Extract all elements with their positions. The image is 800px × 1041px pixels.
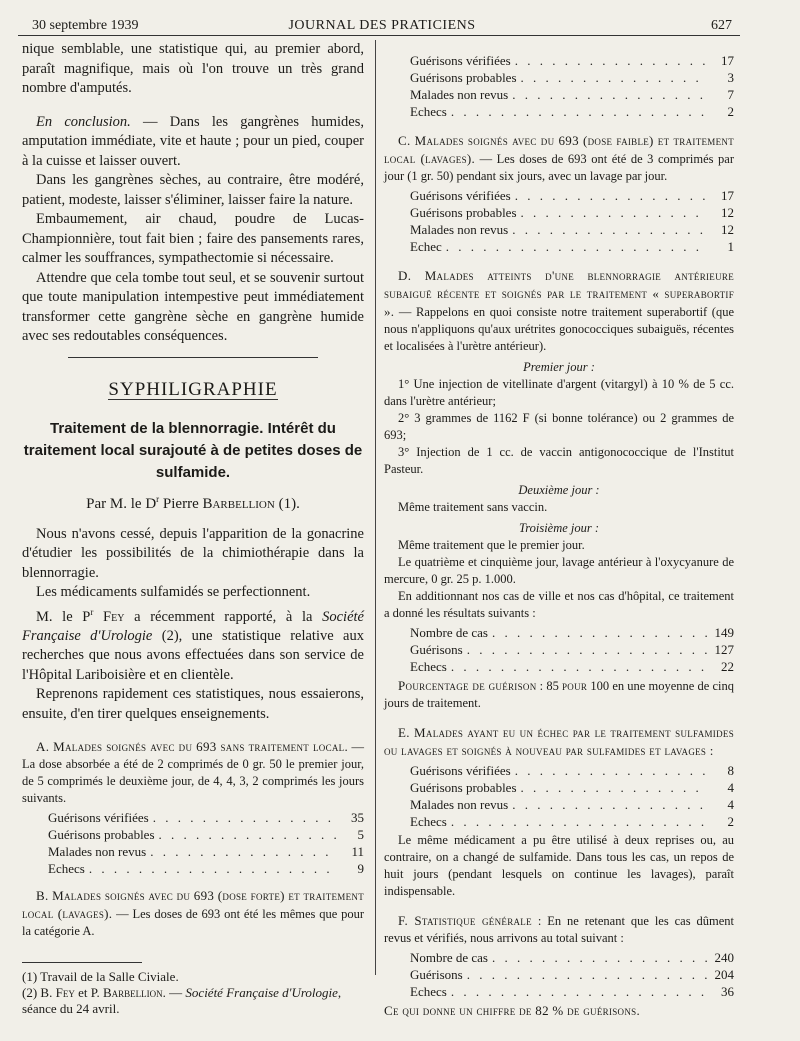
- section-b: [22, 887, 364, 940]
- p8-name: Fey: [93, 608, 125, 625]
- stat-label: Malades non revus: [410, 797, 509, 812]
- section-e-text: Le même médicament a pu être utilisé à deux reprises ou, au contraire, on a changé de sulfamide. Dans tous les cas, un repos de huit jours (pendant lesquels on continue les lavages), paraît indispensable.: [384, 833, 734, 898]
- section-d-text: — Rappelons en quoi consiste notre traitement superabortif (que nous n'appliquons qu'aux urétrites gonococciques subaiguës, récentes et localisées à l'urètre antérieur).: [384, 305, 734, 353]
- paragraph: Les médicaments sulfamidés se perfectionnent.: [36, 584, 311, 600]
- stat-value: 35: [351, 810, 364, 826]
- leader-dots: [446, 238, 708, 255]
- section-e: [384, 724, 734, 760]
- stat-row: [410, 238, 734, 255]
- stat-row: [410, 204, 734, 221]
- stat-value: 1: [727, 239, 734, 254]
- stat-row: [410, 641, 734, 658]
- leader-dots: [512, 221, 708, 238]
- stat-row: [410, 779, 734, 796]
- section-d: [384, 267, 734, 355]
- section-f-text: : En ne retenant que les cas dûment revus et vérifiés, nous arrivons au total suivant :: [384, 914, 734, 945]
- stats-a-table: [48, 809, 364, 877]
- author-name: Barbellion: [202, 496, 275, 512]
- day-1-item: 1° Une injection de vitellinate d'argent (vitargyl) à 10 % de 5 cc. dans l'urètre antérieur;: [384, 377, 734, 408]
- leader-dots: [512, 86, 708, 103]
- stat-label: Guérisons: [410, 642, 463, 657]
- fn2-b: et P.: [74, 985, 103, 1001]
- section-b-text: — Les doses de 693 ont été les mêmes que pour la catégorie A.: [22, 907, 364, 939]
- fn2-society: Société Française d'Urologie: [185, 985, 338, 1001]
- day-3-heading: Troisième jour :: [518, 521, 600, 535]
- paragraph: Reprenons rapidement ces statistiques, nous essaierons, ensuite, d'en tirer quelques enseignements.: [22, 686, 364, 722]
- stat-value: 3: [727, 70, 734, 85]
- stat-value: 204: [714, 967, 734, 982]
- byline-sup: r: [156, 494, 160, 504]
- leader-dots: [515, 187, 708, 204]
- leader-dots: [159, 826, 338, 843]
- leader-dots: [451, 658, 708, 675]
- stat-value: 17: [721, 53, 734, 68]
- stat-row: [410, 813, 734, 830]
- stat-row: [410, 624, 734, 641]
- stat-row: [48, 843, 364, 860]
- section-a-heading: A. Malades soignés avec du 693 sans traitement local.: [36, 739, 349, 755]
- paragraph: nique semblable, une statistique qui, au premier abord, paraît magnifique, mais où l'on trouve un très grand nombre d'amputés.: [22, 41, 364, 96]
- stat-row: [410, 52, 734, 69]
- stats-b-table: [410, 52, 734, 120]
- stat-label: Guérisons: [410, 967, 463, 982]
- fn2-a: (2) B.: [22, 985, 56, 1001]
- section-c-text: — Les doses de 693 ont été de 3 comprimés par jour (1 gr. 50) pendant six jours, avec un lavage par jour.: [384, 152, 735, 183]
- final-result-line: Ce qui donne un chiffre de 82 % de guérisons.: [384, 1003, 640, 1018]
- p8-b: a récemment rapporté, à la: [124, 608, 323, 625]
- stat-label: Guérisons vérifiées: [410, 53, 511, 68]
- footnote-rule: [22, 962, 142, 963]
- results-intro: En additionnant nos cas de ville et nos cas d'hôpital, ce traitement a donné les résultats suivants :: [384, 589, 734, 620]
- left-column: [22, 40, 364, 1017]
- byline: [22, 490, 364, 515]
- stat-label: Echecs: [410, 104, 447, 119]
- pct-head: Pourcentage de guérison: [398, 678, 537, 693]
- byline-first: Pierre: [159, 496, 203, 512]
- pct-b: 100 en une moyenne de cinq jours de traitement.: [384, 679, 734, 710]
- leader-dots: [153, 809, 338, 826]
- fn2-d: , séance du 24 avril.: [22, 985, 342, 1017]
- section-b-heading: B. Malades soignés avec du 693 (dose forte) et traitement local (lavages).: [22, 888, 364, 922]
- fn2-fey: Fey: [55, 985, 75, 1001]
- section-f-heading: F. Statistique générale: [398, 913, 532, 928]
- paragraph: Dans les gangrènes sèches, au contraire, être modéré, patient, modeste, laisser s'éliminer, laisser faire la nature.: [22, 172, 364, 208]
- stat-value: 8: [727, 763, 734, 778]
- leader-dots: [492, 624, 708, 641]
- stat-label: Echec: [410, 239, 442, 254]
- fn2-barb: Barbellion: [103, 985, 163, 1001]
- section-d-heading: D. Malades atteints d'une blennorragie antérieure subaiguë récente et soignés par le traitement « superabortif ».: [384, 268, 734, 319]
- header-journal-title: JOURNAL DES PRATICIENS: [288, 18, 476, 33]
- day-1-item: 3° Injection de 1 cc. de vaccin antigonococcique de l'Institut Pasteur.: [384, 445, 734, 476]
- header-page-number: 627: [711, 18, 732, 33]
- paragraph: Attendre que cela tombe tout seul, et se souvenir surtout que toute manipulation intempestive peut immédiatement transformer cette gangrène sèche en gangrène humide avec ses redoutables conséquences.: [22, 269, 364, 344]
- stat-value: 2: [727, 104, 734, 119]
- stat-label: Malades non revus: [410, 87, 509, 102]
- p8-sup: r: [90, 606, 94, 617]
- p8-a: M. le P: [36, 608, 91, 625]
- stat-label: Nombre de cas: [410, 950, 488, 965]
- leader-dots: [451, 813, 708, 830]
- day-2-text: Même traitement sans vaccin.: [398, 500, 548, 514]
- column-divider: [375, 40, 376, 975]
- stat-value: 7: [727, 87, 734, 102]
- stat-row: [410, 187, 734, 204]
- leader-dots: [521, 779, 708, 796]
- paragraph: Embaumement, air chaud, poudre de Lucas-Championnière, tout fait bien ; faire des pansements rares, calmer les souffrances, sympathectomie si nécessaire.: [22, 211, 364, 266]
- stat-row: [410, 966, 734, 983]
- conclusion-paragraph: [22, 113, 364, 172]
- stat-row: [410, 103, 734, 120]
- stat-label: Echecs: [410, 814, 447, 829]
- article-title: Traitement de la blennorragie. Intérêt du traitement local surajouté à de petites doses de sulfamide.: [23, 420, 363, 481]
- day-1-item: 2° 3 grammes de 1162 F (si bonne tolérance) ou 2 grammes de 693;: [384, 411, 734, 442]
- leader-dots: [451, 983, 708, 1000]
- leader-dots: [521, 204, 708, 221]
- stat-label: Guérisons vérifiées: [48, 810, 149, 826]
- stat-label: Guérisons probables: [410, 70, 517, 85]
- percentage-line: [384, 677, 734, 712]
- day-2-heading: Deuxième jour :: [518, 483, 600, 497]
- stat-row: [48, 809, 364, 826]
- fn2-c: . —: [162, 985, 186, 1001]
- leader-dots: [467, 966, 708, 983]
- stat-label: Guérisons vérifiées: [410, 188, 511, 203]
- stat-value: 17: [721, 188, 734, 203]
- stat-value: 12: [721, 222, 734, 237]
- fey-paragraph: [22, 603, 364, 686]
- stat-label: Echecs: [410, 659, 447, 674]
- p8-society: Société Française d'Urologie: [22, 608, 364, 644]
- stats-f-table: [410, 949, 734, 1000]
- leader-dots: [89, 860, 338, 877]
- stat-label: Echecs: [410, 984, 447, 999]
- stat-label: Guérisons probables: [48, 827, 155, 843]
- leader-dots: [467, 641, 708, 658]
- stats-e-table: [410, 762, 734, 830]
- stat-value: 22: [721, 659, 734, 674]
- stat-value: 4: [727, 780, 734, 795]
- section-separator: [68, 357, 318, 358]
- conclusion-lead: En conclusion.: [36, 113, 131, 130]
- stats-c-table: [410, 187, 734, 255]
- section-c: [384, 132, 734, 185]
- stat-value: 12: [721, 205, 734, 220]
- footnote-2: [22, 985, 364, 1017]
- stat-row: [410, 796, 734, 813]
- stat-label: Echecs: [48, 861, 85, 877]
- stat-row: [48, 826, 364, 843]
- right-column: [384, 52, 734, 1019]
- day-4-5-text: Le quatrième et cinquième jour, lavage antérieur à l'oxycyanure de mercure, 0 gr. 25 p. 1.000.: [384, 555, 734, 586]
- stat-row: [410, 949, 734, 966]
- section-a-text: — La dose absorbée a été de 2 comprimés de 0 gr. 50 le premier jour, de 5 comprimés le deuxième jour, de 4, 4, 3, 2 comprimés les jours suivants.: [22, 740, 365, 806]
- stat-value: 4: [727, 797, 734, 812]
- section-a: [22, 738, 364, 807]
- section-c-heading: C. Malades soignés avec du 693 (dose faible) et traitement local (lavages).: [384, 133, 734, 166]
- stat-value: 149: [714, 625, 734, 640]
- stat-label: Guérisons vérifiées: [410, 763, 511, 778]
- stat-value: 36: [721, 984, 734, 999]
- conclusion-text: — Dans les gangrènes humides, amputation immédiate, vite et haute ; pour un pied, couper à la cuisse et laisser ouvert.: [22, 113, 364, 169]
- stat-value: 127: [714, 642, 734, 657]
- day-3-text: Même traitement que le premier jour.: [398, 538, 585, 552]
- header-rule: [18, 35, 740, 36]
- footnotes: [22, 969, 364, 1017]
- stat-value: 11: [351, 844, 364, 860]
- leader-dots: [492, 949, 708, 966]
- stat-row: [410, 658, 734, 675]
- page-header: [32, 14, 732, 36]
- stat-value: 240: [714, 950, 734, 965]
- paragraph: Nous n'avons cessé, depuis l'apparition de la gonacrine d'étudier les possibilités de la chimiothérapie dans la blennorragie.: [22, 525, 364, 581]
- section-title: SYPHILIGRAPHIE: [108, 378, 278, 400]
- leader-dots: [515, 762, 708, 779]
- day-1-heading: Premier jour :: [523, 360, 595, 374]
- stat-row: [410, 221, 734, 238]
- leader-dots: [451, 103, 708, 120]
- byline-prefix: Par M. le D: [86, 496, 157, 512]
- stat-row: [410, 762, 734, 779]
- stat-row: [410, 86, 734, 103]
- section-f: [384, 912, 734, 947]
- stat-label: Malades non revus: [410, 222, 509, 237]
- p8-c: (2), une statistique relative aux recherches que nous avons effectuées dans son service de l'Hôpital Lariboisière et en clientèle.: [22, 627, 364, 683]
- leader-dots: [515, 52, 708, 69]
- stat-row: [410, 983, 734, 1000]
- footnote-1: (1) Travail de la Salle Civiale.: [22, 969, 179, 985]
- stat-label: Malades non revus: [48, 844, 147, 860]
- stat-row: [48, 860, 364, 877]
- leader-dots: [150, 843, 338, 860]
- byline-suffix: (1).: [274, 496, 300, 512]
- stat-row: [410, 69, 734, 86]
- stat-label: Guérisons probables: [410, 205, 517, 220]
- pct-a: : 85: [536, 679, 562, 693]
- stat-value: 2: [727, 814, 734, 829]
- header-date: 30 septembre 1939: [32, 18, 139, 33]
- stats-d-table: [410, 624, 734, 675]
- stat-value: 5: [357, 827, 364, 843]
- stat-label: Nombre de cas: [410, 625, 488, 640]
- stat-label: Guérisons probables: [410, 780, 517, 795]
- stat-value: 9: [357, 861, 364, 877]
- pct-pour: pour: [562, 678, 588, 693]
- section-e-heading: E. Malades ayant eu un échec par le traitement sulfamides ou lavages et soignés à nouveau par sulfamides et lavages :: [384, 725, 734, 758]
- leader-dots: [521, 69, 708, 86]
- leader-dots: [512, 796, 708, 813]
